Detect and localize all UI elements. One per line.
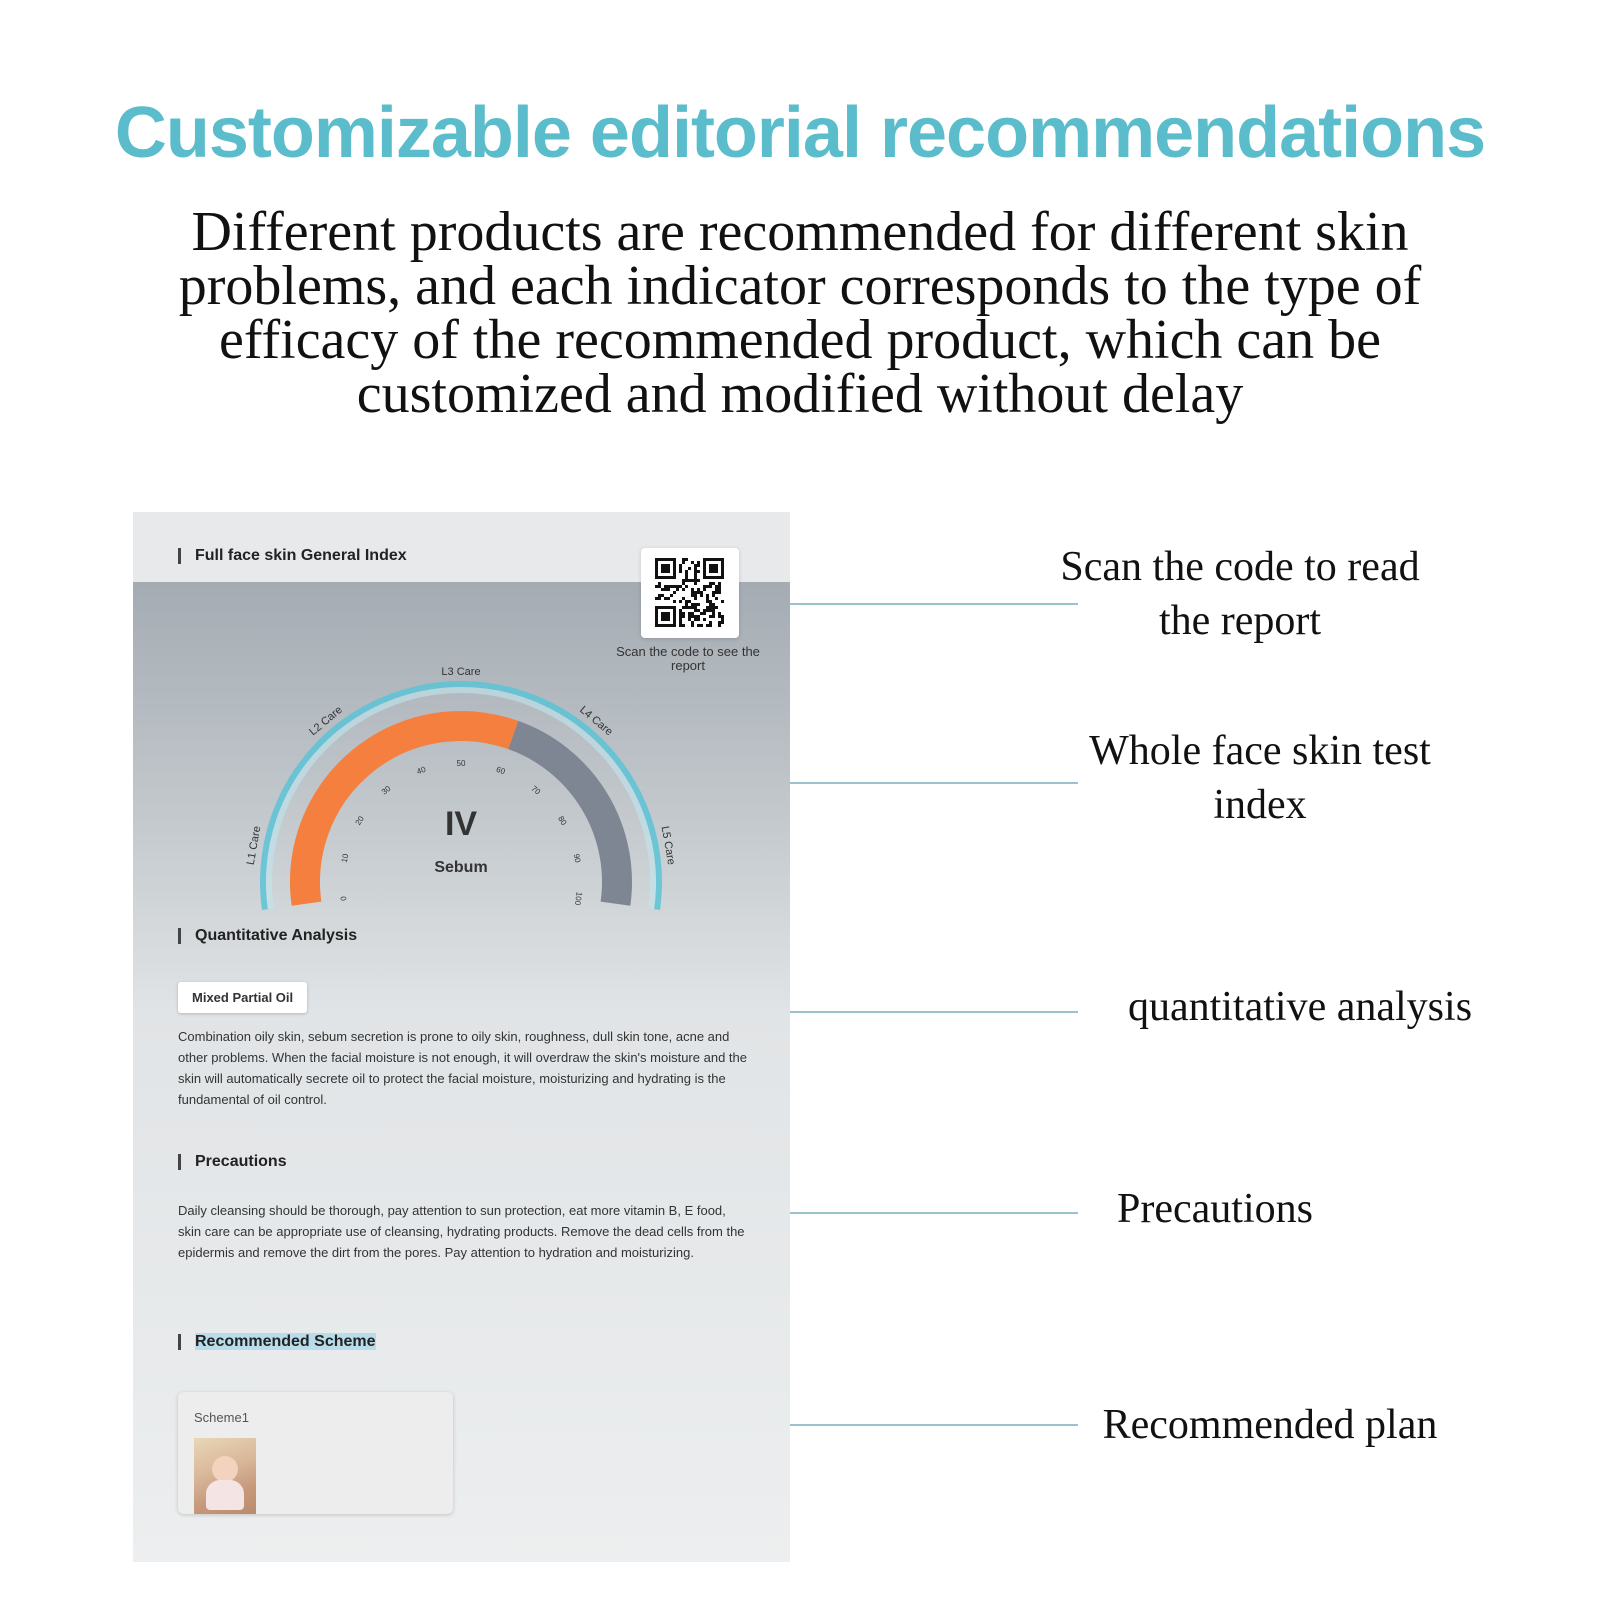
gauge-tick-label: 50 (456, 759, 466, 769)
gauge-level-label: L4 Care (577, 703, 615, 739)
gauge-level-value: IV (444, 805, 478, 843)
quantitative-analysis-text: Combination oily skin, sebum secretion is prone to oily skin, roughness, dull skin tone, acne and other problems. When the facial moisture is not enough, it will overdraw the skin's moisture and the skin will automatically secrete oil to protect the facial moisture, moisturizing and hydrating is the fundamental of oil control. (178, 1029, 747, 1107)
leader-line-scan (790, 603, 1078, 605)
gauge-tick-label: 70 (529, 783, 543, 797)
scheme-product-image[interactable] (194, 1438, 256, 1514)
gauge-level-label: L2 Care (307, 703, 345, 739)
callout-precautions: Precautions (1117, 1186, 1313, 1232)
leader-line-quantitative (790, 1011, 1078, 1013)
gauge-value-arc (305, 726, 513, 904)
report-screenshot-panel (133, 512, 790, 1562)
callout-recommended: Recommended plan (1102, 1402, 1438, 1448)
leader-line-index (790, 782, 1078, 784)
gauge-tick-label: 10 (339, 852, 351, 864)
quantitative-analysis-title: Quantitative Analysis (178, 928, 357, 944)
gauge-tick-label: 100 (572, 891, 584, 906)
precautions-title: Precautions (178, 1154, 287, 1170)
gauge-tick-label: 90 (571, 852, 583, 864)
gauge-level-label: L3 Care (441, 665, 481, 678)
page-subtitle: Different products are recommended for different skin problems, and each indicator corresponds to the type of efficacy of the recommended product, which can be customized and modified without delay (178, 201, 1422, 425)
photo-body-shape (206, 1480, 244, 1510)
qr-caption: Scan the code to see the report (616, 644, 760, 673)
skin-index-gauge (133, 512, 790, 906)
page-headline: Customizable editorial recommendations (114, 93, 1486, 173)
gauge-tick-label: 20 (353, 814, 366, 827)
gauge-tick-label: 60 (495, 764, 507, 777)
callout-quantitative: quantitative analysis (1127, 984, 1473, 1030)
scheme-label: Scheme1 (194, 1410, 249, 1425)
recommended-scheme-label: Recommended Scheme (195, 1333, 376, 1350)
scheme-card[interactable] (178, 1392, 453, 1514)
photo-face-shape (212, 1456, 238, 1482)
gauge-metric-label: Sebum (434, 859, 488, 876)
general-index-title: Full face skin General Index (178, 548, 407, 564)
gauge-level-label: L5 Care (658, 825, 678, 866)
gauge-tick-label: 30 (379, 783, 393, 797)
leader-line-recommended (790, 1424, 1078, 1426)
precautions-text: Daily cleansing should be thorough, pay attention to sun protection, eat more vitamin B, E food, skin care can be appropriate use of cleansing, hydrating products. Remove the dead cells from the epidermis and remove the dirt from the pores. Pay attention to hydration and moisturizing. (178, 1203, 745, 1260)
gauge-tick-label: 0 (338, 895, 349, 902)
skin-type-tag: Mixed Partial Oil (178, 982, 307, 1013)
recommended-scheme-title (178, 1334, 376, 1350)
gauge-tick-label: 40 (415, 764, 427, 777)
callout-index: Whole face skin test index (1089, 728, 1431, 828)
gauge-tick-label: 80 (556, 814, 569, 827)
callout-scan: Scan the code to read the report (1060, 544, 1420, 644)
gauge-level-label: L1 Care (244, 825, 264, 866)
